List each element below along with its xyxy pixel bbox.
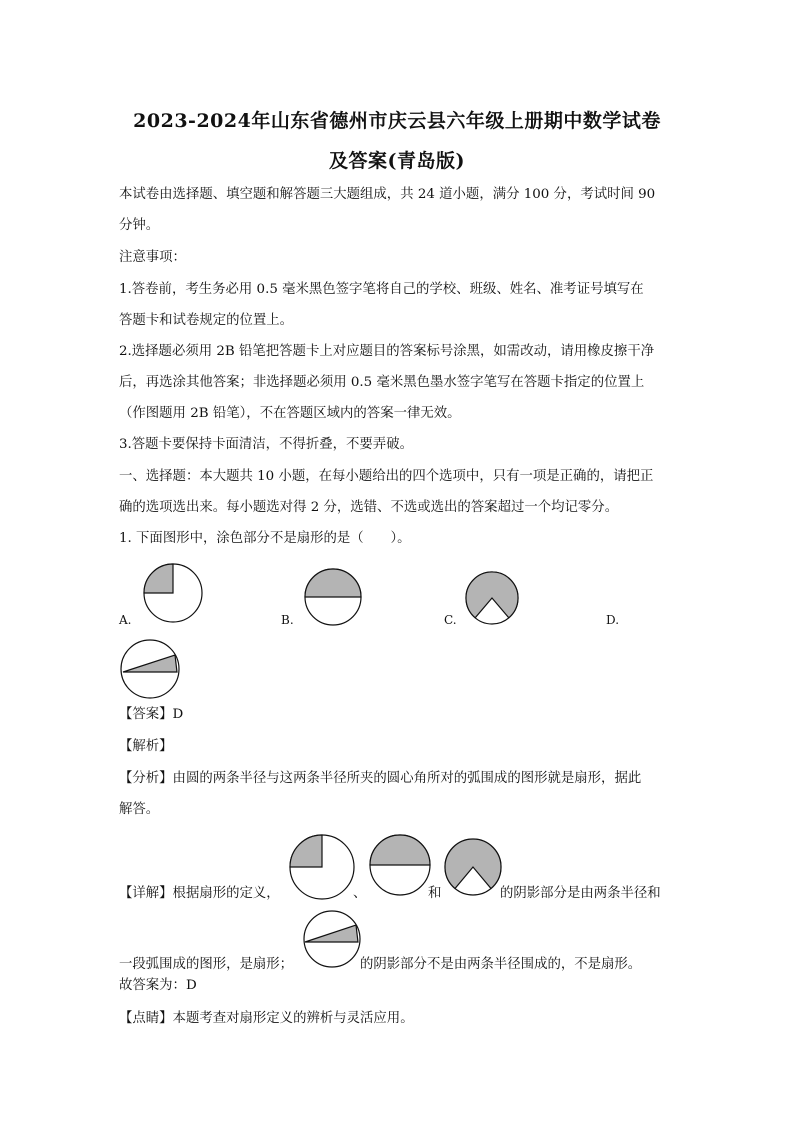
note-2-line3: （作图题用 2B 铅笔），不在答题区域内的答案一律无效。 [119,406,461,421]
intro-line1: 本试卷由选择题、填空题和解答题三大题组成，共 24 道小题，满分 100 分，考试时间 90 [119,187,656,202]
option-d-figure [119,638,181,700]
detail-text-a: 【详解】根据扇形的定义， [119,886,280,901]
analysis-heading: 【解析】 [119,739,173,754]
detail-text-b: 的阴影部分是由两条半径和 [500,886,661,901]
question-1-stem: 1. 下面图形中，涂色部分不是扇形的是（ ）。 [119,531,411,546]
detail-figure-c [443,837,503,897]
option-a-figure [142,562,204,624]
note-2-line2: 后，再选涂其他答案；非选择题必须用 0.5 毫米黑色墨水签字笔写在答题卡指定的位置上 [119,375,645,390]
final-answer: 故答案为：D [119,978,197,993]
option-d-label: D. [606,613,620,627]
note-1-line1: 1.答卷前，考生务必用 0.5 毫米黑色签字笔将自己的学校、班级、姓名、准考证号填写在 [119,282,644,297]
section1-line2: 确的选项选出来。每小题选对得 2 分，选错、不选或选出的答案超过一个均记零分。 [119,500,619,515]
fenxi-line2: 解答。 [119,802,160,817]
dianjing-line: 【点睛】本题考查对扇形定义的辨析与灵活应用。 [119,1011,414,1026]
option-b-figure [303,567,363,627]
detail-figure-a [288,833,356,901]
page-title-line1: 2023-2024年山东省德州市庆云县六年级上册期中数学试卷 [133,110,661,132]
detail-text-c: 一段弧围成的图形，是扇形； [119,957,294,972]
detail-text-d: 的阴影部分不是由两条半径围成的，不是扇形。 [360,957,642,972]
notes-heading: 注意事项： [119,250,186,265]
option-a-label: A. [119,613,132,627]
fenxi-line1: 【分析】由圆的两条半径与这两条半径所夹的圆心角所对的弧围成的图形就是扇形，据此 [119,771,642,786]
option-b-label: B. [281,613,294,627]
detail-and: 和 [428,886,442,901]
option-c-figure [464,570,520,626]
intro-line2: 分钟。 [119,218,160,233]
section1-line1: 一、选择题：本大题共 10 小题，在每小题给出的四个选项中，只有一项是正确的，请把正 [119,469,654,484]
note-1-line2: 答题卡和试卷规定的位置上。 [119,313,294,328]
option-c-label: C. [444,613,457,627]
detail-figure-b [368,833,432,897]
answer-line: 【答案】D [119,707,184,722]
note-2-line1: 2.选择题必须用 2B 铅笔把答题卡上对应题目的答案标号涂黑，如需改动，请用橡皮擦干净 [119,344,655,359]
note-3: 3.答题卡要保持卡面清洁，不得折叠，不要弄破。 [119,437,413,452]
detail-figure-d [302,909,362,969]
detail-separator: 、 [353,886,367,901]
page-title-line2: 及答案(青岛版) [329,150,465,172]
